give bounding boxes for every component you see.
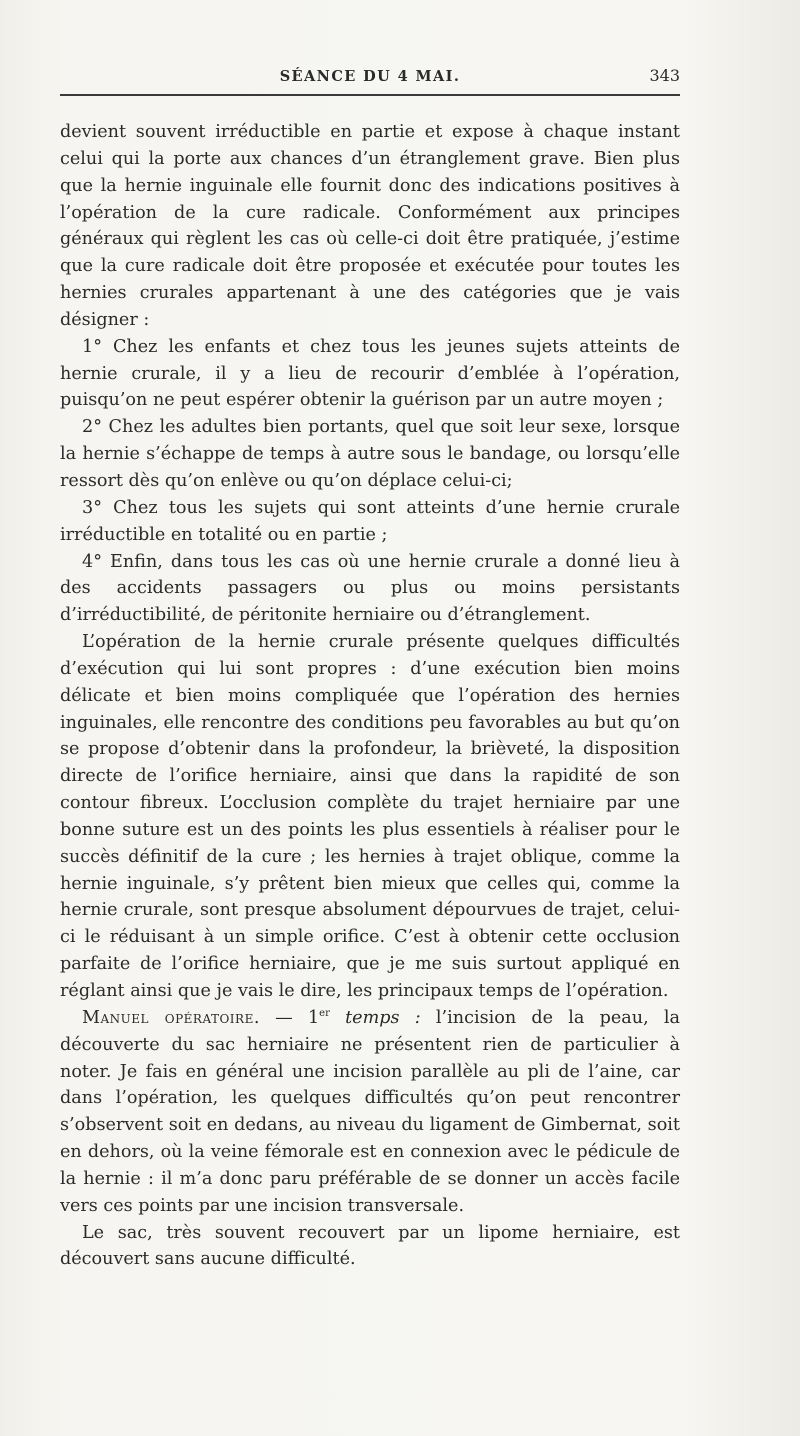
running-header [60, 64, 680, 96]
paragraph-sac: Le sac, très souvent recouvert par un lipome herniaire, est découvert sans aucune difficulté. [60, 1222, 680, 1270]
paragraph-item-4: 4° Enfin, dans tous les cas où une hernie crurale a donné lieu à des accidents passagers ou plus ou moins persistants d’irréductibilité, de péritonite herniaire ou d’étranglement. [60, 551, 680, 626]
manuel-text: l’incision de la peau, la découverte du sac herniaire ne présentent rien de particulier à noter. Je fais en général une incision parallèle au pli de l’aine, car dans l’opération, les quelques difficultés qu’on peut rencontrer s’observent soit en dedans, au niveau du ligament de Gimbernat, soit en dehors, où la veine fémorale est en connexion avec le pédicule de la hernie : il m’a donc paru préférable de se donner un accès facile vers ces points par une incision transversale. [60, 1007, 681, 1216]
manuel-heading: Manuel opératoire. [82, 1007, 260, 1028]
temps-number: 1 [307, 1007, 320, 1028]
page-number: 343 [649, 66, 680, 85]
header-title: SÉANCE DU 4 MAI. [279, 68, 461, 85]
paragraph-item-1: 1° Chez les enfants et chez tous les jeunes sujets atteints de hernie crurale, il y a lieu de recourir d’emblée à l’opération, puisqu’on ne peut espérer obtenir la guérison par un autre moyen ; [60, 336, 680, 411]
paragraph-manuel [60, 1005, 680, 1220]
temps-superscript: er [319, 1007, 330, 1019]
temps-word: temps : [329, 1007, 421, 1028]
paragraph-operation: L’opération de la hernie crurale présente quelques difficultés d’exécution qui lui sont propres : d’une exécution bien moins délicate et bien moins compliquée que l’opération des hernies inguinales, elle rencontre des conditions peu favorables au but qu’on se propose d’obtenir dans la profondeur, la brièveté, la disposition directe de l’orifice herniaire, ainsi que dans la rapidité de son contour fibreux. L’occlusion complète du trajet herniaire par une bonne suture est un des points les plus essentiels à réaliser pour le succès définitif de la cure ; les hernies à trajet oblique, comme la hernie inguinale, s’y prêtent bien mieux que celles qui, comme la hernie crurale, sont presque absolument dépourvues de trajet, celui-ci le réduisant à un simple orifice. C’est à obtenir cette occlusion parfaite de l’orifice herniaire, que je me suis surtout appliqué en réglant ainsi que je vais le dire, les principaux temps de l’opération. [60, 632, 680, 1001]
manuel-dash: — [259, 1007, 308, 1028]
paragraph-intro: devient souvent irréductible en partie et expose à chaque instant celui qui la porte aux chances d’un étranglement grave. Bien plus que la hernie inguinale elle fournit donc des indications positives à l’opération de la cure radicale. Conformément aux principes généraux qui règlent les cas où celle-ci doit être pratiquée, j’estime que la cure radicale doit être proposée et exécutée pour toutes les hernies crurales appartenant à une des catégories que je vais désigner : [60, 122, 680, 330]
paragraph-item-2: 2° Chez les adultes bien portants, quel que soit leur sexe, lorsque la hernie s’échappe de temps à autre sous le bandage, ou lorsqu’elle ressort dès qu’on enlève ou qu’on déplace celui-ci; [60, 417, 680, 491]
body-text [60, 119, 680, 1273]
paragraph-item-3: 3° Chez tous les sujets qui sont atteints d’une hernie crurale irréductible en totalité ou en partie ; [60, 497, 680, 545]
